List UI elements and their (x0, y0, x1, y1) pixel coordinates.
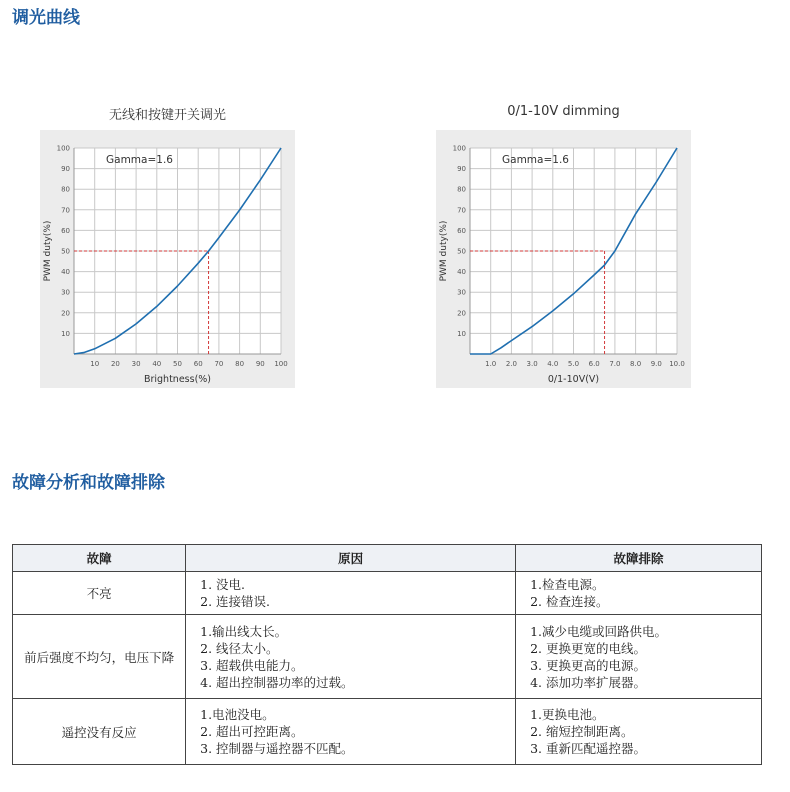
y-tick-label: 10 (457, 329, 466, 338)
cause-line: 4. 超出控制器功率的过载。 (200, 674, 354, 690)
y-tick-label: 100 (56, 144, 70, 153)
chart1-svg (40, 130, 295, 388)
solution-line: 1.检查电源。 (530, 577, 605, 592)
x-tick-label: 100 (274, 360, 288, 368)
x-tick-label: 90 (255, 360, 265, 368)
y-tick-label: 20 (457, 309, 466, 318)
solution-line: 1.减少电缆或回路供电。 (530, 623, 668, 639)
solution-cell (516, 615, 762, 699)
y-tick-label: 40 (457, 268, 466, 277)
x-tick-label: 20 (110, 360, 120, 368)
cause-line: 1.电池没电。 (200, 707, 275, 722)
solution-cell (516, 699, 762, 765)
fault-cell: 前后强度不均匀，电压下降 (13, 615, 186, 699)
header-solution: 故障排除 (516, 545, 762, 572)
gamma-annotation: Gamma=1.6 (502, 154, 569, 166)
fault-cell: 遥控没有反应 (13, 699, 186, 765)
chart2-svg (436, 130, 691, 388)
solution-line: 2. 缩短控制距离。 (530, 724, 634, 739)
y-tick-label: 10 (61, 329, 70, 338)
cause-line: 2. 超出可控距离。 (200, 724, 304, 739)
section-title-troubleshooting: 故障分析和故障排除 (12, 473, 165, 493)
cause-line: 3. 超载供电能力。 (200, 657, 304, 673)
y-tick-label: 90 (457, 165, 466, 174)
x-axis-label: 0/1-10V(V) (547, 374, 600, 385)
y-tick-label: 100 (452, 144, 466, 153)
cause-line: 3. 控制器与遥控器不匹配。 (200, 741, 354, 756)
table-row (13, 615, 762, 699)
x-tick-label: 3.0 (526, 360, 538, 368)
solution-line: 2. 检查连接。 (530, 594, 609, 609)
y-axis-label: PWM duty(%) (439, 220, 449, 282)
table-header-row (13, 545, 762, 572)
x-axis-label: Brightness(%) (143, 374, 212, 385)
table-row (13, 572, 762, 615)
fault-cell: 不亮 (13, 572, 186, 615)
x-tick-label: 2.0 (505, 360, 517, 368)
x-tick-label: 8.0 (630, 360, 642, 368)
x-tick-label: 80 (235, 360, 245, 368)
x-tick-label: 70 (214, 360, 224, 368)
fault-table (12, 544, 762, 765)
x-tick-label: 6.0 (588, 360, 600, 368)
y-tick-label: 70 (457, 206, 466, 215)
cause-line: 2. 线径太小。 (200, 640, 279, 656)
x-tick-label: 10.0 (669, 360, 685, 368)
y-axis-label: PWM duty(%) (43, 220, 53, 282)
y-tick-label: 70 (61, 206, 70, 215)
x-tick-label: 5.0 (567, 360, 580, 368)
cause-line: 1. 没电. (200, 577, 246, 592)
solution-line: 2. 更换更宽的电线。 (530, 640, 646, 656)
x-tick-label: 9.0 (650, 360, 662, 368)
x-tick-label: 4.0 (547, 360, 559, 368)
y-tick-label: 50 (61, 247, 70, 256)
y-tick-label: 40 (61, 268, 70, 277)
solution-line: 3. 更换更高的电源。 (530, 657, 646, 673)
gamma-annotation: Gamma=1.6 (106, 154, 173, 166)
cause-cell (186, 572, 516, 615)
solution-cell (516, 572, 762, 615)
x-tick-label: 10 (90, 360, 100, 368)
x-tick-label: 60 (193, 360, 203, 368)
y-tick-label: 60 (457, 226, 466, 235)
table-row (13, 699, 762, 765)
y-tick-label: 30 (61, 288, 70, 297)
chart1-panel (40, 130, 295, 388)
solution-line: 4. 添加功率扩展器。 (530, 674, 646, 690)
solution-line: 1.更换电池。 (530, 707, 605, 722)
y-tick-label: 20 (61, 309, 70, 318)
x-tick-label: 1.0 (485, 360, 497, 368)
cause-line: 2. 连接错误. (200, 594, 271, 609)
fault-table-body (13, 572, 762, 765)
x-tick-label: 40 (152, 360, 162, 368)
y-tick-label: 50 (457, 247, 466, 256)
cause-cell (186, 699, 516, 765)
x-tick-label: 7.0 (609, 360, 621, 368)
y-tick-label: 30 (457, 288, 466, 297)
chart1-title: 无线和按键开关调光 (108, 108, 226, 123)
x-tick-label: 50 (173, 360, 182, 368)
y-tick-label: 80 (61, 185, 70, 194)
solution-line: 3. 重新匹配遥控器。 (530, 741, 646, 756)
x-tick-label: 30 (131, 360, 141, 368)
cause-cell (186, 615, 516, 699)
header-cause: 原因 (186, 545, 516, 572)
chart2-panel (436, 130, 691, 388)
y-tick-label: 90 (61, 165, 70, 174)
chart2-title: 0/1-10V dimming (507, 104, 620, 119)
header-fault: 故障 (13, 545, 186, 572)
y-tick-label: 80 (457, 185, 466, 194)
section-title-dimming: 调光曲线 (12, 8, 80, 28)
y-tick-label: 60 (61, 226, 70, 235)
cause-line: 1.输出线太长。 (200, 623, 288, 639)
